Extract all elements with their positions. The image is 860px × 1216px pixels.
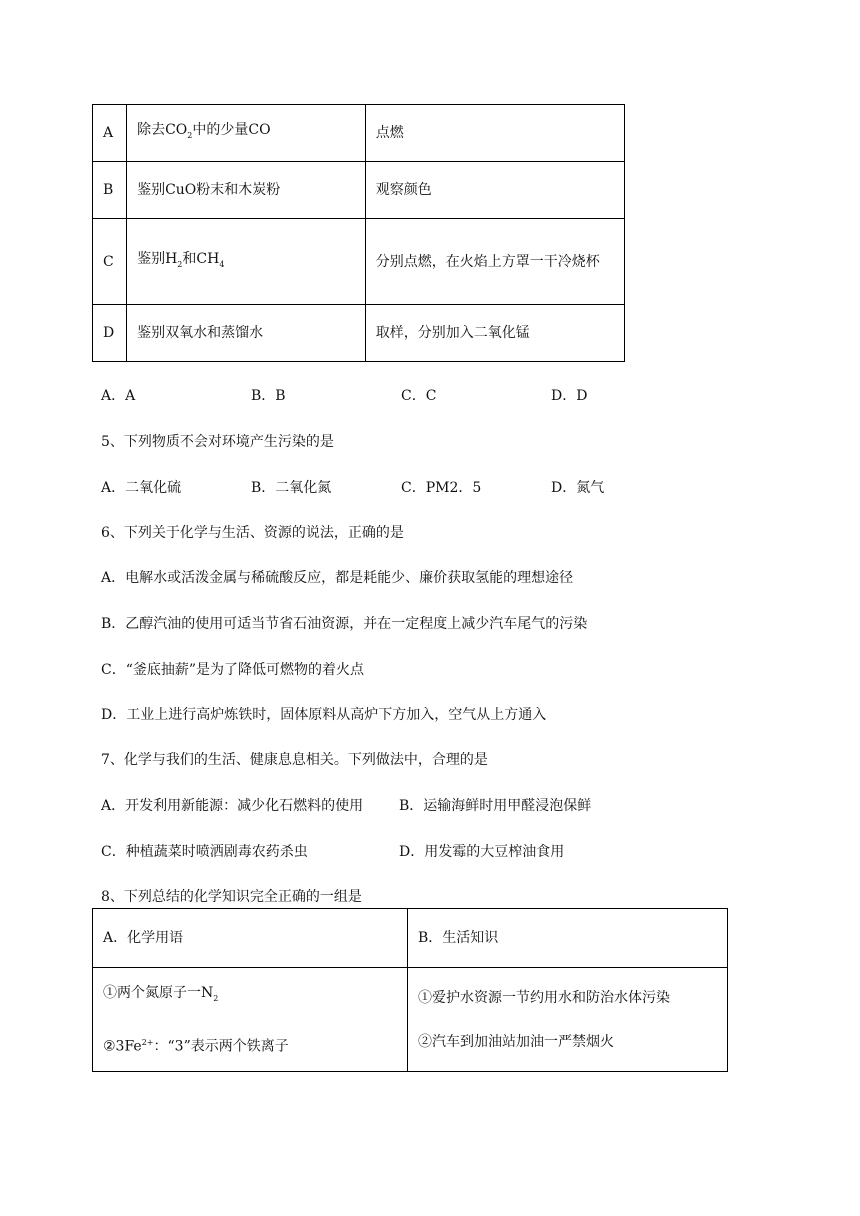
q7-option-b: B．运输海鲜时用甲醛浸泡保鲜 <box>399 798 592 814</box>
q5-stem: 5、下列物质不会对环境产生污染的是 <box>101 434 334 450</box>
method-cell: 点燃 <box>365 105 624 162</box>
knowledge-line-1: ①爱护水资源一节约用水和防治水体污染 <box>418 989 670 1006</box>
header-cell-a: A．化学用语 <box>93 909 408 968</box>
q4-option-c: C．C <box>401 388 437 404</box>
method-cell: 观察颜色 <box>365 162 624 219</box>
table-row <box>93 219 625 305</box>
header-cell-b: B．生活知识 <box>408 909 728 968</box>
q6-stem: 6、下列关于化学与生活、资源的说法，正确的是 <box>101 525 404 541</box>
knowledge-line-2: ②汽车到加油站加油一严禁烟火 <box>418 1033 614 1050</box>
row-label: A <box>93 105 127 162</box>
q7-option-d: D．用发霉的大豆榨油食用 <box>399 844 565 860</box>
knowledge-table <box>92 908 728 1072</box>
q7-option-a: A．开发利用新能源：减少化石燃料的使用 <box>101 798 364 814</box>
table-row <box>93 909 728 968</box>
q7-option-c: C．种植蔬菜时喷洒剧毒农药杀虫 <box>101 844 308 860</box>
row-label: C <box>93 219 127 305</box>
experiment-cell: 鉴别双氧水和蒸馏水 <box>127 305 366 362</box>
q6-option-c: C．“釜底抽薪”是为了降低可燃物的着火点 <box>101 662 365 678</box>
q4-option-d: D．D <box>551 388 588 404</box>
table-row <box>93 305 625 362</box>
method-cell: 分别点燃，在火焰上方罩一干冷烧杯 <box>365 219 624 305</box>
q6-option-d: D．工业上进行高炉炼铁时，固体原料从高炉下方加入，空气从上方通入 <box>101 707 547 723</box>
table-row <box>93 105 625 162</box>
q4-option-a: A．A <box>101 388 136 404</box>
term-line-1: ①两个氮原子一$N_2$ <box>103 985 219 1003</box>
row-label: D <box>93 305 127 362</box>
experiment-cell: 除去$CO_2$中的少量CO <box>127 105 366 162</box>
term-line-2: $②3Fe^{2+}$：“3”表示两个铁离子 <box>103 1037 289 1055</box>
life-knowledge-cell <box>408 968 728 1072</box>
q7-stem: 7、化学与我们的生活、健康息息相关。下列做法中，合理的是 <box>101 752 488 768</box>
q6-option-b: B．乙醇汽油的使用可适当节省石油资源，并在一定程度上减少汽车尾气的污染 <box>101 616 588 632</box>
experiment-cell: 鉴别CuO粉末和木炭粉 <box>127 162 366 219</box>
q4-option-b: B．B <box>251 388 286 404</box>
q5-option-a: A．二氧化硫 <box>101 480 182 496</box>
table-row <box>93 162 625 219</box>
q8-stem: 8、下列总结的化学知识完全正确的一组是 <box>101 889 362 905</box>
q5-option-d: D．氮气 <box>551 480 605 496</box>
table-row <box>93 968 728 1072</box>
q5-option-b: B．二氧化氮 <box>251 480 332 496</box>
q5-option-c: C．PM2．5 <box>401 480 482 496</box>
method-cell: 取样，分别加入二氧化锰 <box>365 305 624 362</box>
chemistry-terms-cell <box>93 968 408 1072</box>
q6-option-a: A．电解水或活泼金属与稀硫酸反应，都是耗能少、廉价获取氢能的理想途径 <box>101 570 574 586</box>
experiment-cell: 鉴别$H_2$和$CH_4$ <box>127 219 366 305</box>
row-label: B <box>93 162 127 219</box>
experiment-table <box>92 104 625 362</box>
